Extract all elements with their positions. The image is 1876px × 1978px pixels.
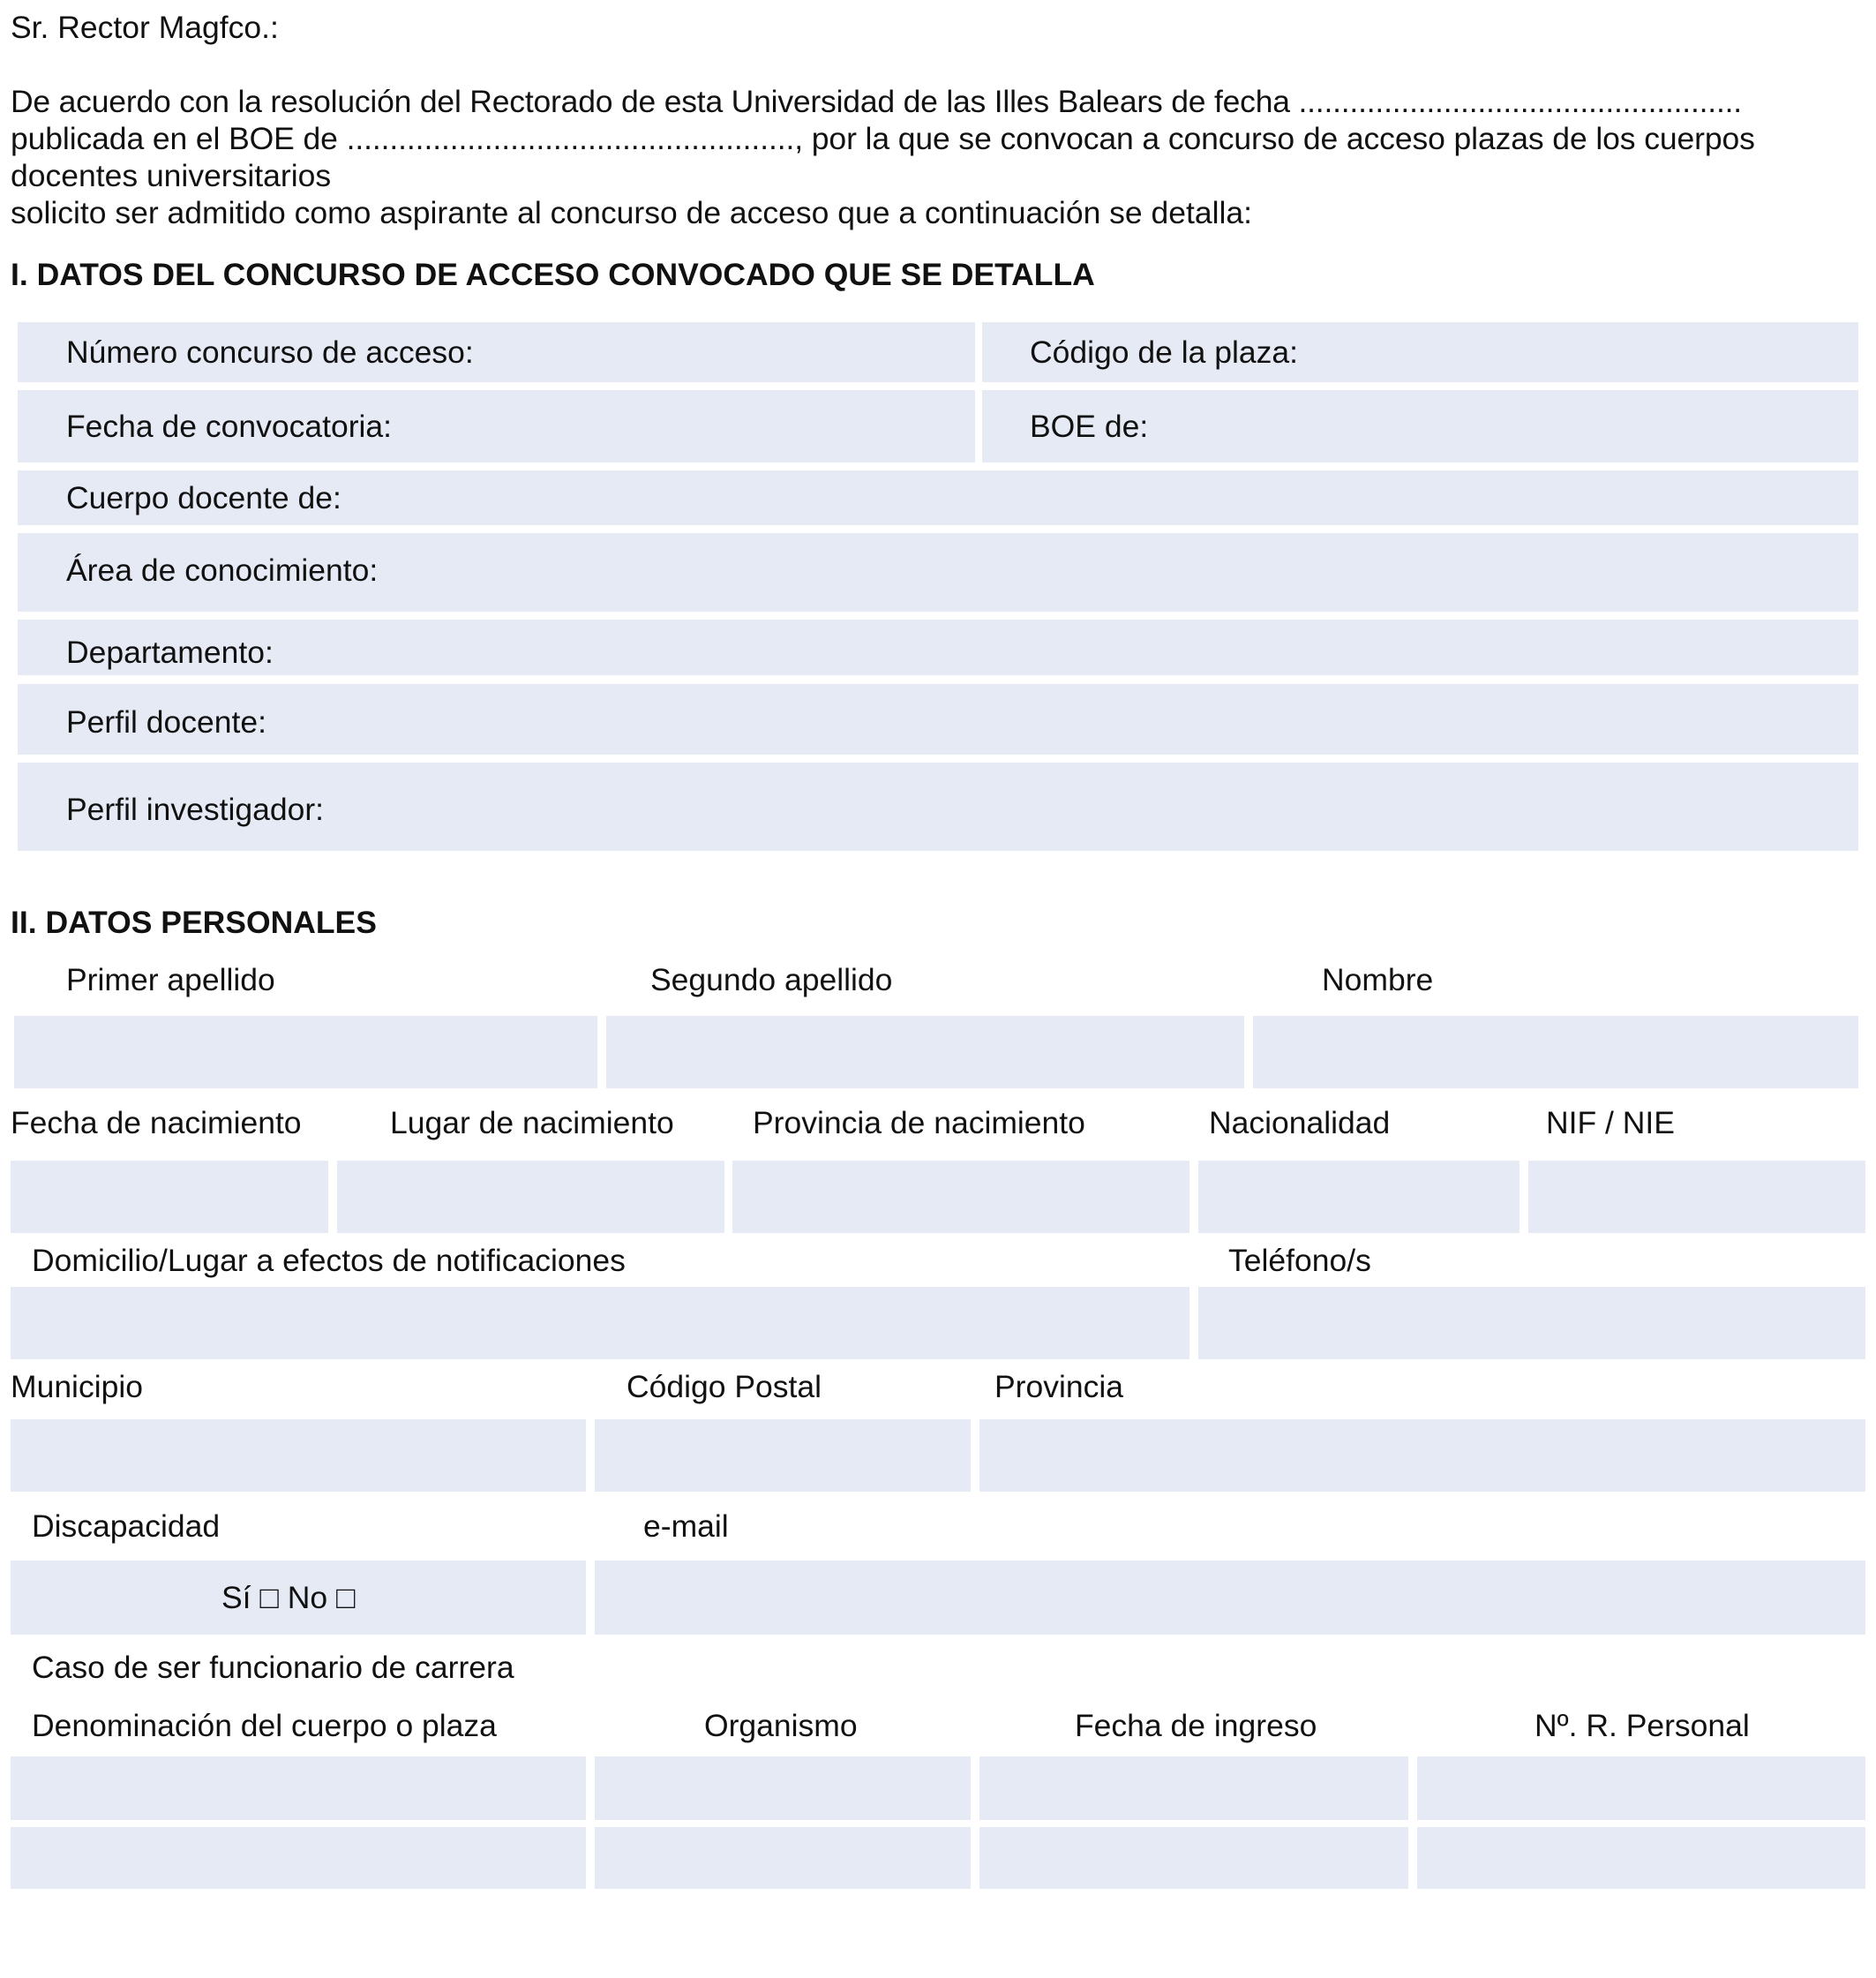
nrp-input-1[interactable] — [1417, 1756, 1865, 1820]
discapacidad-label: Discapacidad — [32, 1508, 221, 1544]
codigo-plaza-label: Código de la plaza: — [1030, 335, 1298, 370]
nombre-label: Nombre — [1322, 962, 1434, 997]
organismo-input-2[interactable] — [595, 1827, 971, 1889]
fecha-ingreso-label: Fecha de ingreso — [1075, 1708, 1317, 1743]
segundo-apellido-label: Segundo apellido — [650, 962, 893, 997]
email-input[interactable] — [595, 1561, 1865, 1635]
boe-field[interactable] — [982, 390, 1858, 463]
boe-label: BOE de: — [1030, 409, 1149, 444]
numero-concurso-label: Número concurso de acceso: — [66, 335, 474, 370]
fecha-nacimiento-label: Fecha de nacimiento — [11, 1105, 302, 1140]
segundo-apellido-input[interactable] — [606, 1016, 1244, 1088]
municipio-label: Municipio — [11, 1369, 143, 1404]
cuerpo-docente-field[interactable] — [18, 470, 1858, 525]
intro-line-2: publicada en el BOE de ...................................................., por la que se convocan a concurso de acceso plazas de los cuerpos — [11, 121, 1755, 156]
funcionario-label: Caso de ser funcionario de carrera — [32, 1650, 514, 1685]
email-label: e-mail — [643, 1508, 729, 1544]
perfil-docente-field[interactable] — [18, 684, 1858, 755]
nacionalidad-label: Nacionalidad — [1209, 1105, 1391, 1140]
departamento-label: Departamento: — [66, 635, 274, 670]
fecha-ingreso-input-2[interactable] — [979, 1827, 1408, 1889]
denominacion-input-1[interactable] — [11, 1756, 586, 1820]
salutation: Sr. Rector Magfco.: — [11, 10, 279, 45]
provincia-label: Provincia — [994, 1369, 1124, 1404]
municipio-input[interactable] — [11, 1419, 586, 1492]
numero-concurso-field[interactable] — [18, 322, 975, 382]
lugar-nacimiento-label: Lugar de nacimiento — [390, 1105, 674, 1140]
departamento-field[interactable] — [18, 620, 1858, 675]
provincia-nacimiento-label: Provincia de nacimiento — [753, 1105, 1085, 1140]
domicilio-input[interactable] — [11, 1287, 1189, 1359]
nacionalidad-input[interactable] — [1198, 1161, 1520, 1233]
intro-line-3: docentes universitarios — [11, 158, 332, 193]
discapacidad-input[interactable] — [11, 1561, 586, 1635]
codigo-plaza-field[interactable] — [982, 322, 1858, 382]
perfil-investigador-field[interactable] — [18, 763, 1858, 851]
telefono-input[interactable] — [1198, 1287, 1865, 1359]
nombre-input[interactable] — [1253, 1016, 1858, 1088]
intro-line-1: De acuerdo con la resolución del Rectorado de esta Universidad de las Illes Balears de fecha .................................................... — [11, 84, 1742, 119]
domicilio-label: Domicilio/Lugar a efectos de notificaciones — [32, 1243, 626, 1278]
denominacion-input-2[interactable] — [11, 1827, 586, 1889]
section-2-title: II. DATOS PERSONALES — [11, 905, 377, 940]
organismo-label: Organismo — [704, 1708, 858, 1743]
nif-input[interactable] — [1528, 1161, 1865, 1233]
nrp-label: Nº. R. Personal — [1535, 1708, 1750, 1743]
codigo-postal-label: Código Postal — [627, 1369, 822, 1404]
fecha-nacimiento-input[interactable] — [11, 1161, 328, 1233]
perfil-docente-label: Perfil docente: — [66, 704, 266, 740]
fecha-convocatoria-label: Fecha de convocatoria: — [66, 409, 393, 444]
primer-apellido-input[interactable] — [14, 1016, 597, 1088]
fecha-ingreso-input-1[interactable] — [979, 1756, 1408, 1820]
lugar-nacimiento-input[interactable] — [337, 1161, 724, 1233]
organismo-input-1[interactable] — [595, 1756, 971, 1820]
provincia-input[interactable] — [979, 1419, 1865, 1492]
codigo-postal-input[interactable] — [595, 1419, 971, 1492]
provincia-nacimiento-input[interactable] — [732, 1161, 1189, 1233]
primer-apellido-label: Primer apellido — [66, 962, 275, 997]
nrp-input-2[interactable] — [1417, 1827, 1865, 1889]
nif-label: NIF / NIE — [1546, 1105, 1675, 1140]
cuerpo-docente-label: Cuerpo docente de: — [66, 480, 341, 515]
section-1-title: I. DATOS DEL CONCURSO DE ACCESO CONVOCADO QUE SE DETALLA — [11, 257, 1095, 292]
area-conocimiento-label: Área de conocimiento: — [66, 553, 379, 588]
area-conocimiento-field[interactable] — [18, 533, 1858, 612]
intro-line-4: solicito ser admitido como aspirante al concurso de acceso que a continuación se detalla: — [11, 195, 1252, 230]
telefono-label: Teléfono/s — [1228, 1243, 1371, 1278]
perfil-investigador-label: Perfil investigador: — [66, 792, 325, 827]
discapacidad-options[interactable]: Sí □ No □ — [221, 1580, 356, 1615]
fecha-convocatoria-field[interactable] — [18, 390, 975, 463]
denominacion-label: Denominación del cuerpo o plaza — [32, 1708, 497, 1743]
